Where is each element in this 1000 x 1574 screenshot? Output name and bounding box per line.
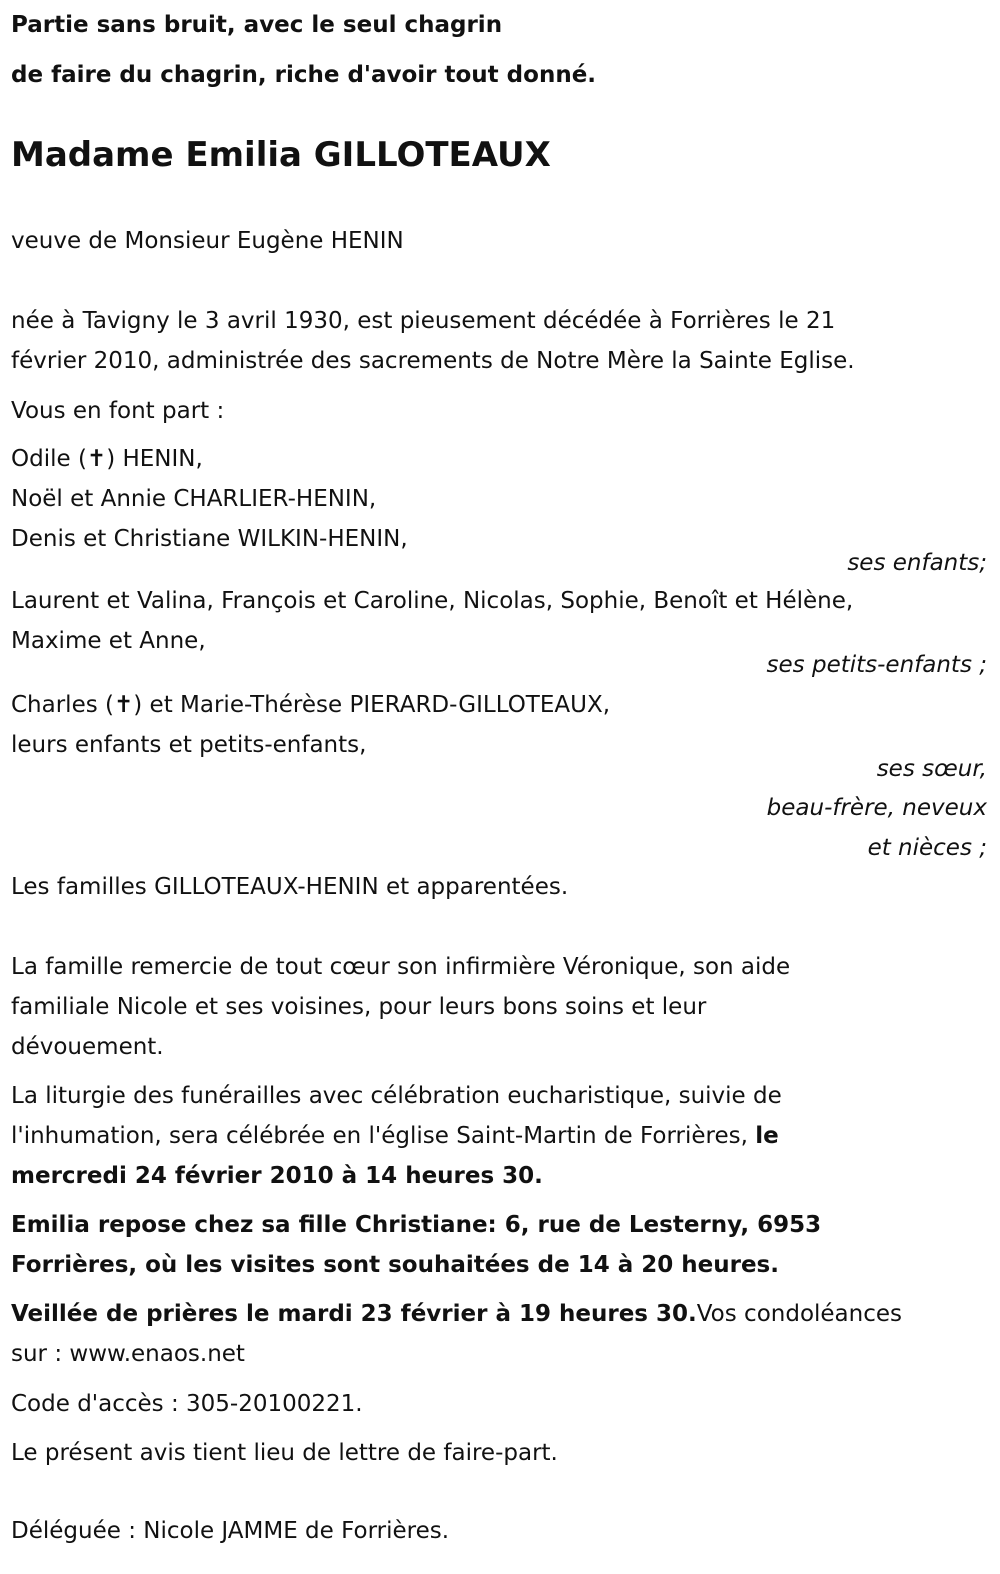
thanks-line: dévouement. — [11, 1034, 164, 1060]
child-line: Odile (✝) HENIN, — [11, 446, 203, 472]
siblings-label: ses sœur, — [876, 756, 987, 782]
families-line: Les familles GILLOTEAUX-HENIN et apparentées. — [11, 874, 569, 900]
grandchildren-line: Maxime et Anne, — [11, 628, 206, 654]
announce-line: Vous en font part : — [11, 398, 225, 424]
sibling-line: leurs enfants et petits-enfants, — [11, 732, 367, 758]
siblings-label: beau-frère, neveux — [766, 795, 987, 821]
siblings-label: et nièces ; — [867, 835, 987, 861]
notice-line: Le présent avis tient lieu de lettre de faire-part. — [11, 1440, 558, 1466]
rest-line: Forrières, où les visites sont souhaitées de 14 à 20 heures. — [11, 1252, 779, 1278]
vigil-bold: Veillée de prières le mardi 23 février à 19 heures 30. — [11, 1301, 697, 1327]
epigraph-line: Partie sans bruit, avec le seul chagrin — [11, 12, 503, 38]
liturgy-date: mercredi 24 février 2010 à 14 heures 30. — [11, 1163, 543, 1189]
birth-line: née à Tavigny le 3 avril 1930, est pieusement décédée à Forrières le 21 — [11, 308, 836, 334]
grandchildren-label: ses petits-enfants ; — [766, 652, 987, 678]
liturgy-bold: le — [755, 1123, 779, 1149]
child-line: Denis et Christiane WILKIN-HENIN, — [11, 526, 408, 552]
liturgy-line: La liturgie des funérailles avec célébration eucharistique, suivie de — [11, 1083, 782, 1109]
liturgy-text: l'inhumation, sera célébrée en l'église Saint-Martin de Forrières, — [11, 1123, 756, 1149]
vigil-line — [11, 1294, 902, 1334]
children-label: ses enfants; — [847, 550, 987, 576]
liturgy-line — [11, 1116, 779, 1156]
grandchildren-line: Laurent et Valina, François et Caroline, Nicolas, Sophie, Benoît et Hélène, — [11, 588, 854, 614]
condolences-text: Vos condoléances — [696, 1301, 903, 1327]
condolences-link[interactable]: sur : www.enaos.net — [11, 1341, 245, 1367]
widow-line: veuve de Monsieur Eugène HENIN — [11, 228, 404, 254]
epigraph-line: de faire du chagrin, riche d'avoir tout donné. — [11, 62, 597, 88]
thanks-line: familiale Nicole et ses voisines, pour leurs bons soins et leur — [11, 994, 707, 1020]
birth-line: février 2010, administrée des sacrements de Notre Mère la Sainte Eglise. — [11, 348, 855, 374]
child-line: Noël et Annie CHARLIER-HENIN, — [11, 486, 377, 512]
access-code: Code d'accès : 305-20100221. — [11, 1391, 363, 1417]
deceased-name: Madame Emilia GILLOTEAUX — [11, 135, 551, 175]
delegate-line: Déléguée : Nicole JAMME de Forrières. — [11, 1518, 450, 1544]
rest-line: Emilia repose chez sa fille Christiane: 6, rue de Lesterny, 6953 — [11, 1212, 822, 1238]
thanks-line: La famille remercie de tout cœur son infirmière Véronique, son aide — [11, 954, 791, 980]
sibling-line: Charles (✝) et Marie-Thérèse PIERARD-GILLOTEAUX, — [11, 692, 611, 718]
